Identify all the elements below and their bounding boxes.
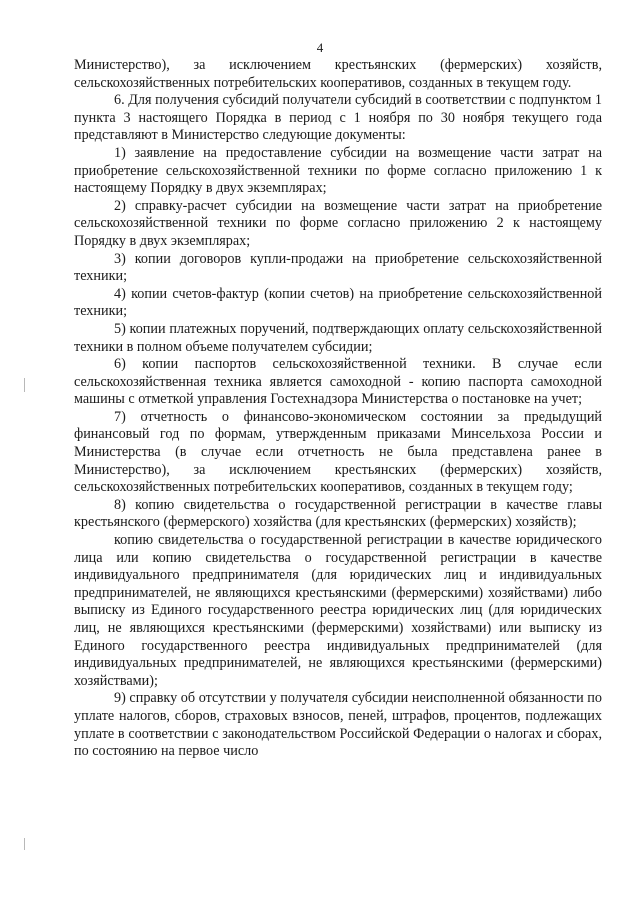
paragraph-subitem-9: 9) справку об отсутствии у получателя субсидии неисполненной обязанности по уплате налогов, сборов, страховых взносов, пеней, штрафов, процентов, подлежащих уплате в соответствии с законодательством Российской Федерации о налогах и сборах, по состоянию на первое число — [74, 690, 602, 760]
paragraph-subitem-4: 4) копии счетов-фактур (копии счетов) на приобретение сельскохозяйственной техники; — [74, 285, 602, 320]
paragraph-subitem-6: 6) копии паспортов сельскохозяйственной техники. В случае если сельскохозяйственная техника является самоходной - копию паспорта самоходной машины с отметкой управления Гостехнадзора Министерства о постановке на учет; — [74, 356, 602, 408]
scan-edge-mark — [24, 838, 25, 850]
paragraph-subitem-8-continued: копию свидетельства о государственной регистрации в качестве юридического лица или копию свидетельства о государственной регистрации в качестве индивидуального предпринимателя (для юридических лиц и индивидуальных предпринимателей, не являющихся крестьянскими (фермерскими) хозяйствами) либо выписку из Единого государственного реестра юридических лиц (для юридических лиц, не являющихся крестьянскими (фермерскими) хозяйствами) или выписку из Единого государственного реестра индивидуальных предпринимателей (для индивидуальных предпринимателей, не являющихся крестьянскими (фермерскими) хозяйствами); — [74, 532, 602, 689]
paragraph-subitem-2: 2) справку-расчет субсидии на возмещение части затрат на приобретение сельскохозяйственной техники по форме согласно приложению 2 к настоящему Порядку в двух экземплярах; — [74, 197, 602, 249]
paragraph-subitem-1: 1) заявление на предоставление субсидии на возмещение части затрат на приобретение сельскохозяйственной техники по форме согласно приложению 1 к настоящему Порядку в двух экземплярах; — [74, 144, 602, 197]
paragraph-subitem-3: 3) копии договоров купли-продажи на приобретение сельскохозяйственной техники; — [74, 250, 602, 285]
scan-edge-mark — [24, 378, 25, 392]
paragraph-subitem-8: 8) копию свидетельства о государственной регистрации в качестве главы крестьянского (фермерского) хозяйства (для крестьянских (фермерских) хозяйств); — [74, 496, 602, 531]
paragraph-continuation: Министерство), за исключением крестьянских (фермерских) хозяйств, сельскохозяйственных потребительских кооперативов, созданных в текущем году. — [74, 57, 602, 91]
document-body — [74, 57, 602, 761]
paragraph-subitem-7: 7) отчетность о финансово-экономическом состоянии за предыдущий финансовый год по формам, утвержденным приказами Минсельхоза России и Министерства (в случае если отчетность не была представлена ранее в Министерство), за исключением крестьянских (фермерских) хозяйств, сельскохозяйственных потребительских кооперативов, созданных в текущем году; — [74, 408, 602, 496]
paragraph-subitem-5: 5) копии платежных поручений, подтверждающих оплату сельскохозяйственной техники в полном объеме получателем субсидии; — [74, 320, 602, 355]
page-number: 4 — [316, 40, 324, 55]
paragraph-item-6: 6. Для получения субсидий получатели субсидий в соответствии с подпунктом 1 пункта 3 настоящего Порядка в период с 1 ноября по 30 ноября текущего года представляют в Министерство следующие документы: — [74, 92, 602, 144]
